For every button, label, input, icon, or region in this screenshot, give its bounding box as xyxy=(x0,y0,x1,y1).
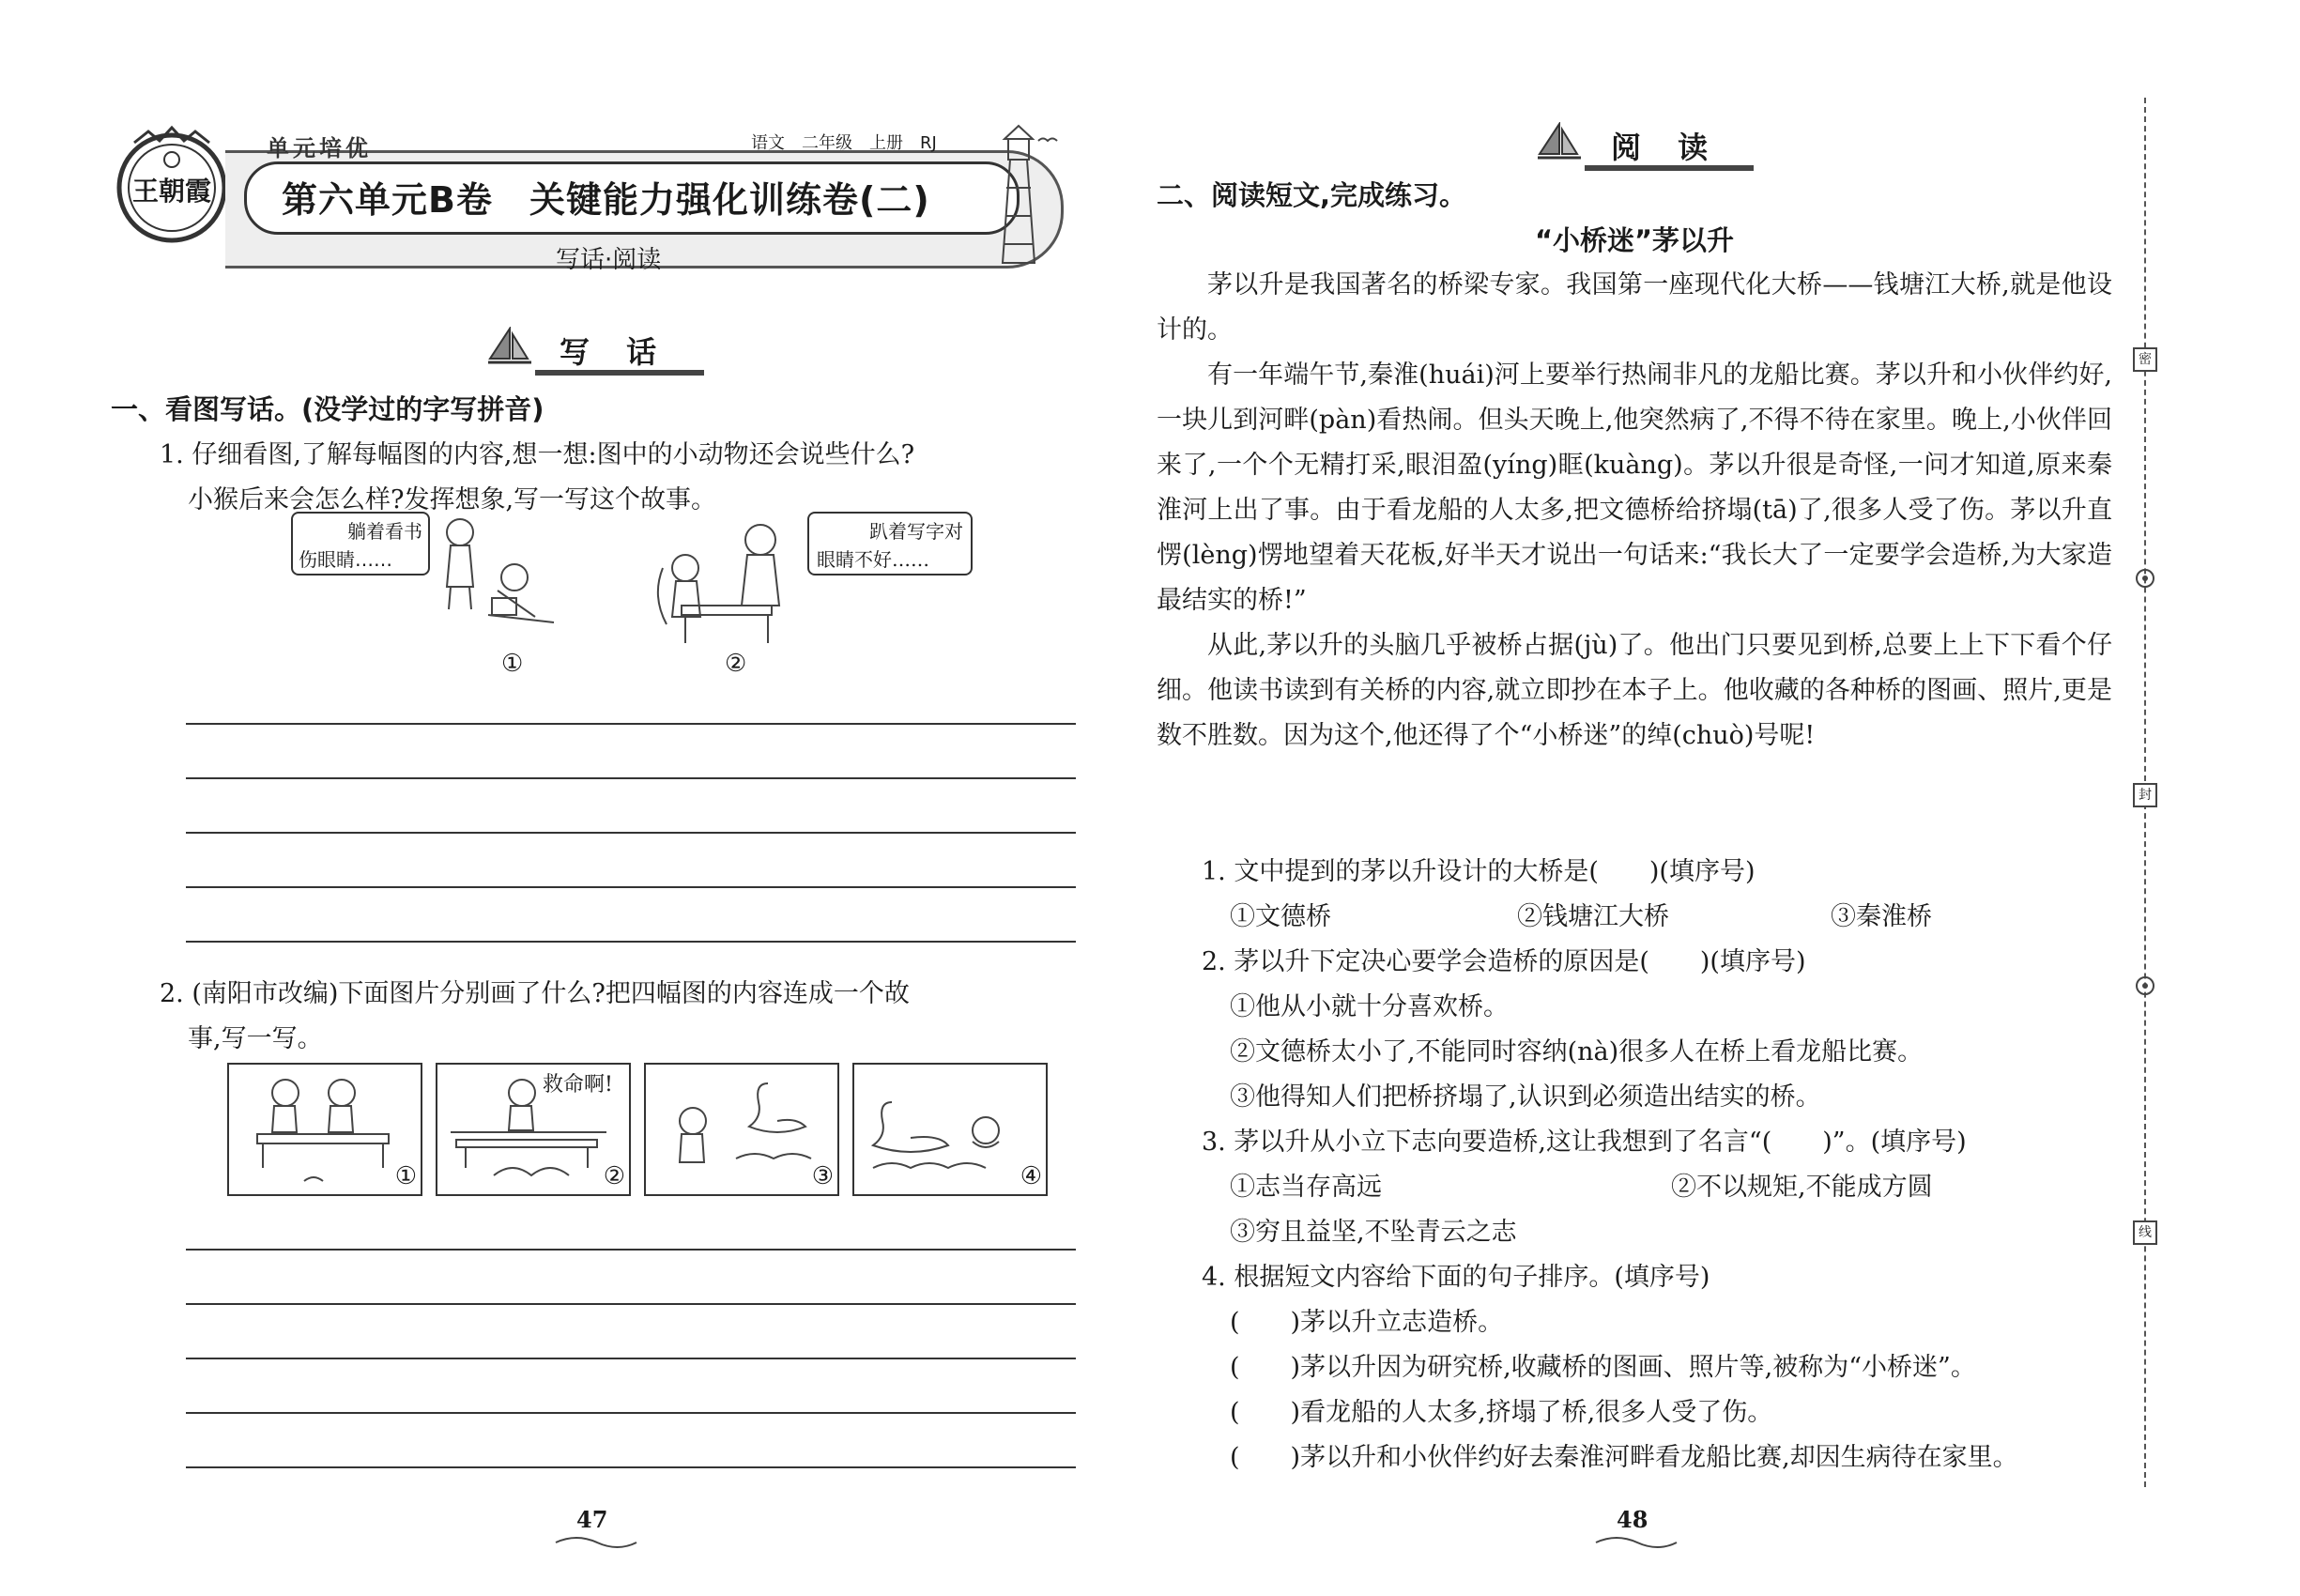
sailboat-icon xyxy=(1536,122,1583,163)
q1-picture-2 xyxy=(648,512,986,652)
r-q3-option-2: ②不以规矩,不能成方圆 xyxy=(1671,1173,1933,1202)
q2-line1: 2. (南阳市改编)下面图片分别画了什么?把四幅图的内容连成一个故 xyxy=(160,979,910,1008)
margin-mark-seal: 密 xyxy=(2133,347,2157,372)
q1-picture-1 xyxy=(291,512,582,652)
q2-pic-num-3: ③ xyxy=(811,1162,834,1190)
r-q1-option-2: ②钱塘江大桥 xyxy=(1517,902,1669,931)
r-q4-item-4: ( )茅以升和小伙伴约好去秦淮河畔看龙船比赛,却因生病待在家里。 xyxy=(1230,1443,2018,1472)
story-paragraph-3: 从此,茅以升的头脑几乎被桥占据(jù)了。他出门只要见到桥,总要上上下下看个仔细。他读书读到有关桥的内容,就立即抄在本子上。他收藏的各种桥的图画、照片,更是数不胜数。因为这个,他还得了个“小桥迷”的绰(chuò)号呢! xyxy=(1157,631,2112,750)
r-q2-option-2: ②文德桥太小了,不能同时容纳(nà)很多人在桥上看龙船比赛。 xyxy=(1230,1037,1924,1067)
story-paragraph-2: 有一年端午节,秦淮(huái)河上要举行热闹非凡的龙船比赛。茅以升和小伙伴约好,一块儿到河畔(pàn)看热闹。但头天晚上,他突然病了,不得不待在家里。晚上,小伙伴回来了,一个个无精打采,眼泪盈(yíng)眶(kuàng)。茅以升很是奇怪,一问才知道,原来秦淮河上出了事。由于看龙船的人太多,把文德桥给挤塌(tā)了,很多人受了伤。茅以升直愣(lèng)愣地望着天花板,好半天才说出一句话来:“我长大了一定要学会造桥,为大家造最结实的桥!” xyxy=(1157,361,2112,615)
logo-seal xyxy=(111,122,233,244)
subject-meta: 语文 二年级 上册 RJ xyxy=(751,133,937,153)
writing-line[interactable] xyxy=(186,886,1076,888)
part-one-title: 一、看图写话。(没学过的字写拼音) xyxy=(111,393,544,425)
lighthouse-illustration xyxy=(976,122,1061,276)
q1-line1: 1. 仔细看图,了解每幅图的内容,想一想:图中的小动物还会说些什么? xyxy=(160,440,915,469)
wave-ornament-icon xyxy=(554,1536,638,1549)
q2-picture-4 xyxy=(852,1063,1048,1196)
swan-rescue-icon xyxy=(854,1065,1042,1192)
page-number-left: 47 xyxy=(576,1506,608,1533)
story-paragraph-1: 茅以升是我国著名的桥梁专家。我国第一座现代化大桥——钱塘江大桥,就是他设计的。 xyxy=(1157,270,2112,345)
r-q4-item-2: ( )茅以升因为研究桥,收藏桥的图画、照片等,被称为“小桥迷”。 xyxy=(1230,1353,1976,1382)
q2-pic-num-2: ② xyxy=(603,1162,625,1190)
section-underline xyxy=(1585,165,1754,171)
series-label: 单元培优 xyxy=(267,135,372,161)
animals-reading-icon xyxy=(432,512,582,652)
q2-picture-1 xyxy=(227,1063,422,1196)
part-two-title: 二、阅读短文,完成练习。 xyxy=(1157,179,1467,211)
wave-ornament-icon xyxy=(1594,1536,1679,1549)
section-title-reading-text: 阅 读 xyxy=(1611,130,1722,165)
r-q2-option-1: ①他从小就十分喜欢桥。 xyxy=(1230,992,1509,1021)
speech-bubble-2: 趴着写字对 眼睛不好…… xyxy=(807,512,973,575)
logo-name: 王朝霞 xyxy=(131,176,211,207)
r-q3-option-1: ①志当存高远 xyxy=(1230,1173,1382,1202)
r-q2-option-3: ③他得知人们把桥挤塌了,认识到必须造出结实的桥。 xyxy=(1230,1082,1821,1112)
writing-line[interactable] xyxy=(186,1249,1076,1251)
page-number-right: 48 xyxy=(1617,1506,1648,1533)
section-title-reading xyxy=(1536,116,1761,173)
r-q3-option-3: ③穷且益坚,不坠青云之志 xyxy=(1230,1218,1517,1247)
writing-line[interactable] xyxy=(186,1303,1076,1305)
r-q4-item-3: ( )看龙船的人太多,挤塌了桥,很多人受了伤。 xyxy=(1230,1398,1773,1427)
r-q1-stem: 1. 文中提到的茅以升设计的大桥是( )(填序号) xyxy=(1202,857,1756,886)
r-q3-stem: 3. 茅以升从小立下志向要造桥,这让我想到了名言“( )”。(填序号) xyxy=(1202,1128,1967,1157)
section-title-writing xyxy=(479,321,704,377)
animals-writing-icon xyxy=(648,512,807,652)
section-underline xyxy=(535,370,704,376)
page-title: 第六单元B卷 关键能力强化训练卷(二) xyxy=(282,179,930,221)
writing-line[interactable] xyxy=(186,1466,1076,1468)
q2-picture-2 xyxy=(436,1063,631,1196)
binding-hole-icon xyxy=(2134,974,2156,997)
q2-picture-3 xyxy=(644,1063,839,1196)
q2-pic-num-1: ① xyxy=(394,1162,417,1190)
writing-line[interactable] xyxy=(186,832,1076,834)
r-q4-item-1: ( )茅以升立志造桥。 xyxy=(1230,1308,1504,1337)
binding-hole-icon xyxy=(2134,567,2156,590)
animal-swan-icon xyxy=(646,1065,834,1192)
q2-pic2-shout: 救命啊! xyxy=(543,1073,613,1097)
r-q4-stem: 4. 根据短文内容给下面的句子排序。(填序号) xyxy=(1202,1263,1710,1292)
sailboat-icon xyxy=(486,327,533,368)
page-subtitle: 写话·阅读 xyxy=(556,246,662,274)
q1-pic-num-1: ① xyxy=(501,650,524,678)
r-q1-option-3: ③秦淮桥 xyxy=(1831,902,1932,931)
story-title: “小桥迷”茅以升 xyxy=(1534,224,1735,256)
writing-line[interactable] xyxy=(186,1358,1076,1359)
story-body xyxy=(1157,263,2112,759)
writing-line[interactable] xyxy=(186,941,1076,943)
writing-line[interactable] xyxy=(186,777,1076,779)
section-title-writing-text: 写 话 xyxy=(560,334,670,370)
speech-bubble-1: 躺着看书 伤眼睛…… xyxy=(291,512,430,575)
r-q2-stem: 2. 茅以升下定决心要学会造桥的原因是( )(填序号) xyxy=(1202,947,1806,976)
q2-pic-num-4: ④ xyxy=(1020,1162,1042,1190)
lighthouse-icon xyxy=(976,122,1061,272)
q1-pic-num-2: ② xyxy=(725,650,747,678)
writing-line[interactable] xyxy=(186,723,1076,725)
q2-line2: 事,写一写。 xyxy=(188,1024,323,1053)
writing-line[interactable] xyxy=(186,1412,1076,1414)
animals-bridge-icon xyxy=(229,1065,417,1192)
r-q1-option-1: ①文德桥 xyxy=(1230,902,1331,931)
margin-mark-line: 线 xyxy=(2133,1220,2157,1245)
margin-mark-bind: 封 xyxy=(2133,783,2157,807)
q1-line2: 小猴后来会怎么样?发挥想象,写一写这个故事。 xyxy=(188,485,717,514)
